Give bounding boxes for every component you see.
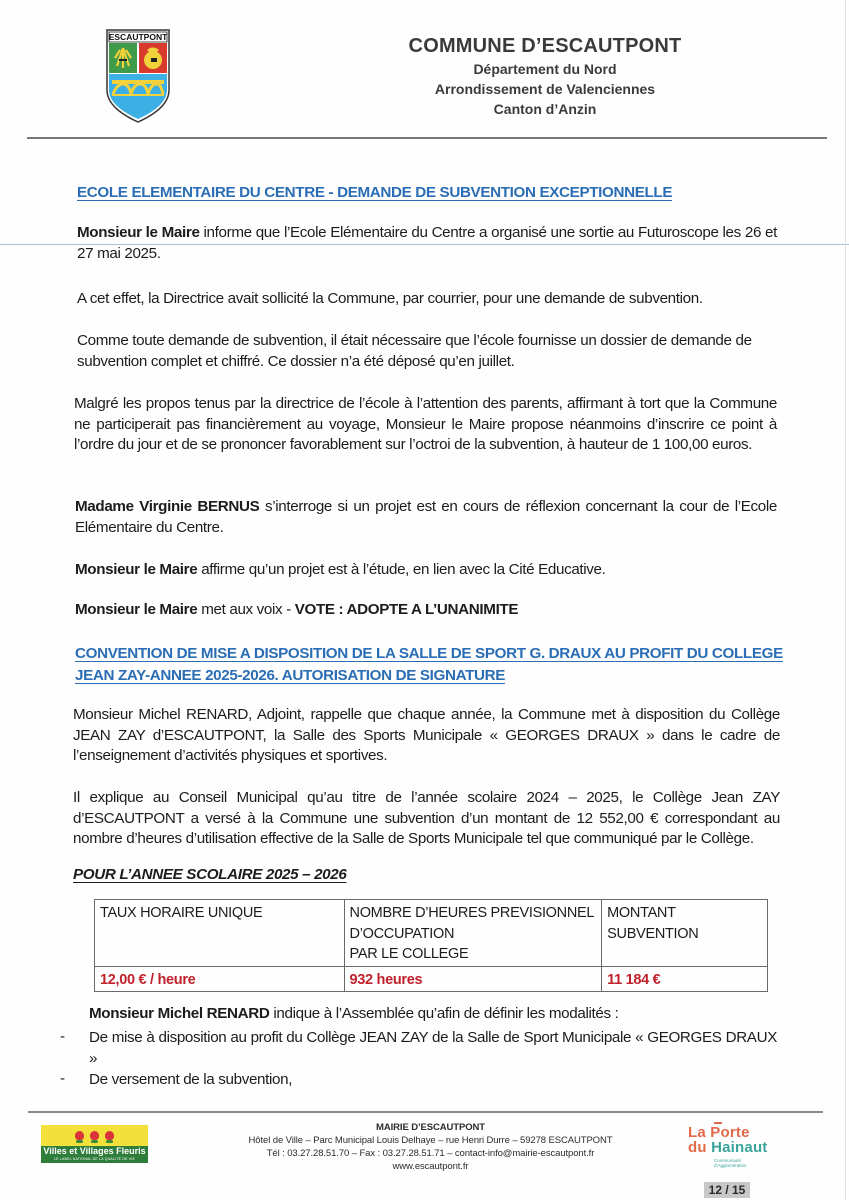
page-number: 12 / 15: [704, 1182, 750, 1198]
speaker-name: Monsieur le Maire: [75, 601, 198, 618]
vvf-title: Villes et Villages Fleuris: [43, 1146, 146, 1156]
list-item: De versement de la subvention,: [89, 1071, 293, 1088]
section1-vote: [75, 600, 775, 621]
logo-line-1: [688, 1125, 788, 1140]
vvf-tagline: LE LABEL NATIONAL DE LA QUALITÉ DE VIE: [54, 1157, 135, 1161]
svg-text:ESCAUTPONT: ESCAUTPONT: [108, 32, 168, 43]
page-edge: [845, 0, 846, 1200]
list-marker: -: [60, 1028, 66, 1045]
section1-paragraph-6: [75, 560, 775, 581]
escautpont-crest-icon: [103, 28, 173, 124]
logo-text: La: [688, 1124, 711, 1141]
logo-text: Porte: [710, 1124, 750, 1141]
paragraph-text: s’interroge si un projet est en cours de réflexion concernant la cour de l’Ecole Elémentaire du Centre.: [75, 498, 778, 536]
speaker-name: Madame Virginie BERNUS: [75, 498, 260, 515]
arrondissement-line: Arrondissement de Valenciennes: [434, 81, 656, 97]
cell-hourly-rate: 12,00 € / heure: [95, 966, 345, 992]
section1-heading: ECOLE ELEMENTAIRE DU CENTRE - DEMANDE DE SUBVENTION EXCEPTIONNELLE: [77, 184, 673, 201]
commune-title: COMMUNE D’ESCAUTPONT: [408, 35, 682, 57]
table-row: [95, 966, 768, 992]
letterhead: [360, 33, 730, 119]
header-hourly-rate: TAUX HORAIRE UNIQUE: [95, 900, 345, 967]
section2-paragraph-3: [89, 1004, 789, 1025]
logo-sub-line: Communauté: [714, 1158, 742, 1163]
list-marker: -: [60, 1070, 66, 1087]
footer-address: Hôtel de Ville – Parc Municipal Louis Delhaye – rue Henri Durre – 59278 ESCAUTPONT: [248, 1135, 613, 1146]
section2-paragraph-1: Monsieur Michel RENARD, Adjoint, rappelle que chaque année, la Commune met à disposition du Collège JEAN ZAY d’ESCAUTPONT, la Salle des Sports Municipale « GEORGES DRAUX » dans le cadre de l’enseignement d’activités physiques et sportives.: [73, 706, 780, 764]
logo-sub-line: d’Agglomération: [714, 1163, 747, 1168]
paragraph-text: informe que l’Ecole Elémentaire du Centre a organisé une sortie au Futuroscope les 26 et 27 mai 2025.: [77, 224, 778, 262]
logo-text: du: [688, 1139, 712, 1156]
table-header-row: [95, 900, 768, 967]
header-line: MONTANT: [607, 905, 676, 921]
section2-paragraph-2: Il explique au Conseil Municipal qu’au titre de l’année scolaire 2024 – 2025, le Collège Jean ZAY d’ESCAUTPONT a versé à la Commune une subvention d’un montant de 12 552,00 € correspondant au nombre d’heures d’utilisation effective de la Salle de Sports Municipale tel que communiqué par le Collège.: [73, 789, 780, 847]
speaker-name: Monsieur Michel RENARD: [89, 1005, 270, 1022]
paragraph-text: affirme qu’un projet est à l’étude, en lien avec la Cité Educative.: [197, 561, 606, 578]
cell-amount: 11 184 €: [602, 966, 768, 992]
section1-paragraph-3: Comme toute demande de subvention, il était nécessaire que l’école fournisse un dossier de demande de subvention complet et chiffré. Ce dossier n’a été déposé qu’en juillet.: [77, 332, 752, 370]
canton-line: Canton d’Anzin: [493, 101, 597, 117]
flower-icon: [75, 1131, 84, 1140]
school-year-subheading: POUR L’ANNEE SCOLAIRE 2025 – 2026: [73, 866, 347, 883]
section2-heading: CONVENTION DE MISE A DISPOSITION DE LA SALLE DE SPORT G. DRAUX AU PROFIT DU COLLEGE JEAN ZAY-ANNEE 2025-2026. AUTORISATION DE SIGNATURE: [75, 645, 783, 684]
cell-hours: 932 heures: [344, 966, 602, 992]
section1-paragraph-5: [75, 497, 777, 538]
flowers-icon: [41, 1125, 148, 1146]
la-porte-du-hainaut-logo: [688, 1122, 788, 1168]
paragraph-text: met aux voix -: [197, 601, 295, 618]
list-item: De mise à disposition au profit du Collège JEAN ZAY de la Salle de Sport Municipale « GEORGES DRAUX »: [89, 1029, 777, 1067]
section1-paragraph-2: A cet effet, la Directrice avait sollicité la Commune, par courrier, pour une demande de subvention.: [77, 290, 703, 307]
flower-icon: [90, 1131, 99, 1140]
header-hours: [344, 900, 602, 967]
speaker-name: Monsieur le Maire: [75, 561, 198, 578]
paragraph-text: indique à l’Assemblée qu’afin de définir les modalités :: [269, 1005, 619, 1022]
vvf-label: [41, 1146, 148, 1163]
villes-villages-fleuris-logo: [41, 1125, 148, 1163]
header-line: NOMBRE D’HEURES PREVISIONNEL: [349, 905, 595, 921]
flower-icon: [105, 1131, 114, 1140]
speaker-name: Monsieur le Maire: [77, 224, 200, 241]
header-divider: [27, 137, 827, 139]
section1-paragraph-4: Malgré les propos tenus par la directrice de l’école à l’attention des parents, affirmant à tort que la Commune ne participerait pas financièrement au voyage, Monsieur le Maire propose néanmoins d’inscrire ce point à l’ordre du jour et de se prononcer favorablement sur l’octroi de la subvention, à hauteur de 1 100,00 euros.: [74, 395, 777, 453]
subsidy-table: [94, 899, 768, 992]
department-line: Département du Nord: [473, 61, 617, 77]
footer-website: www.escautpont.fr: [392, 1161, 469, 1172]
header-line: D’OCCUPATION: [349, 925, 455, 942]
header-line: PAR LE COLLEGE: [349, 946, 469, 962]
section1-paragraph-1: [77, 223, 777, 264]
footer-contact: Tél : 03.27.28.51.70 – Fax : 03.27.28.51.71 – contact-info@mairie-escautpont.fr: [266, 1148, 595, 1159]
logo-subtitle: [714, 1158, 788, 1168]
header-line: SUBVENTION: [607, 925, 699, 942]
vote-result: VOTE : ADOPTE A L’UNANIMITE: [294, 601, 519, 618]
footer-title: MAIRIE D’ESCAUTPONT: [376, 1122, 485, 1133]
header-amount: [602, 900, 768, 967]
footer-address-block: [208, 1121, 653, 1173]
logo-text: Hainaut: [711, 1139, 768, 1156]
logo-line-2: [688, 1140, 788, 1155]
footer-divider: [28, 1111, 823, 1113]
